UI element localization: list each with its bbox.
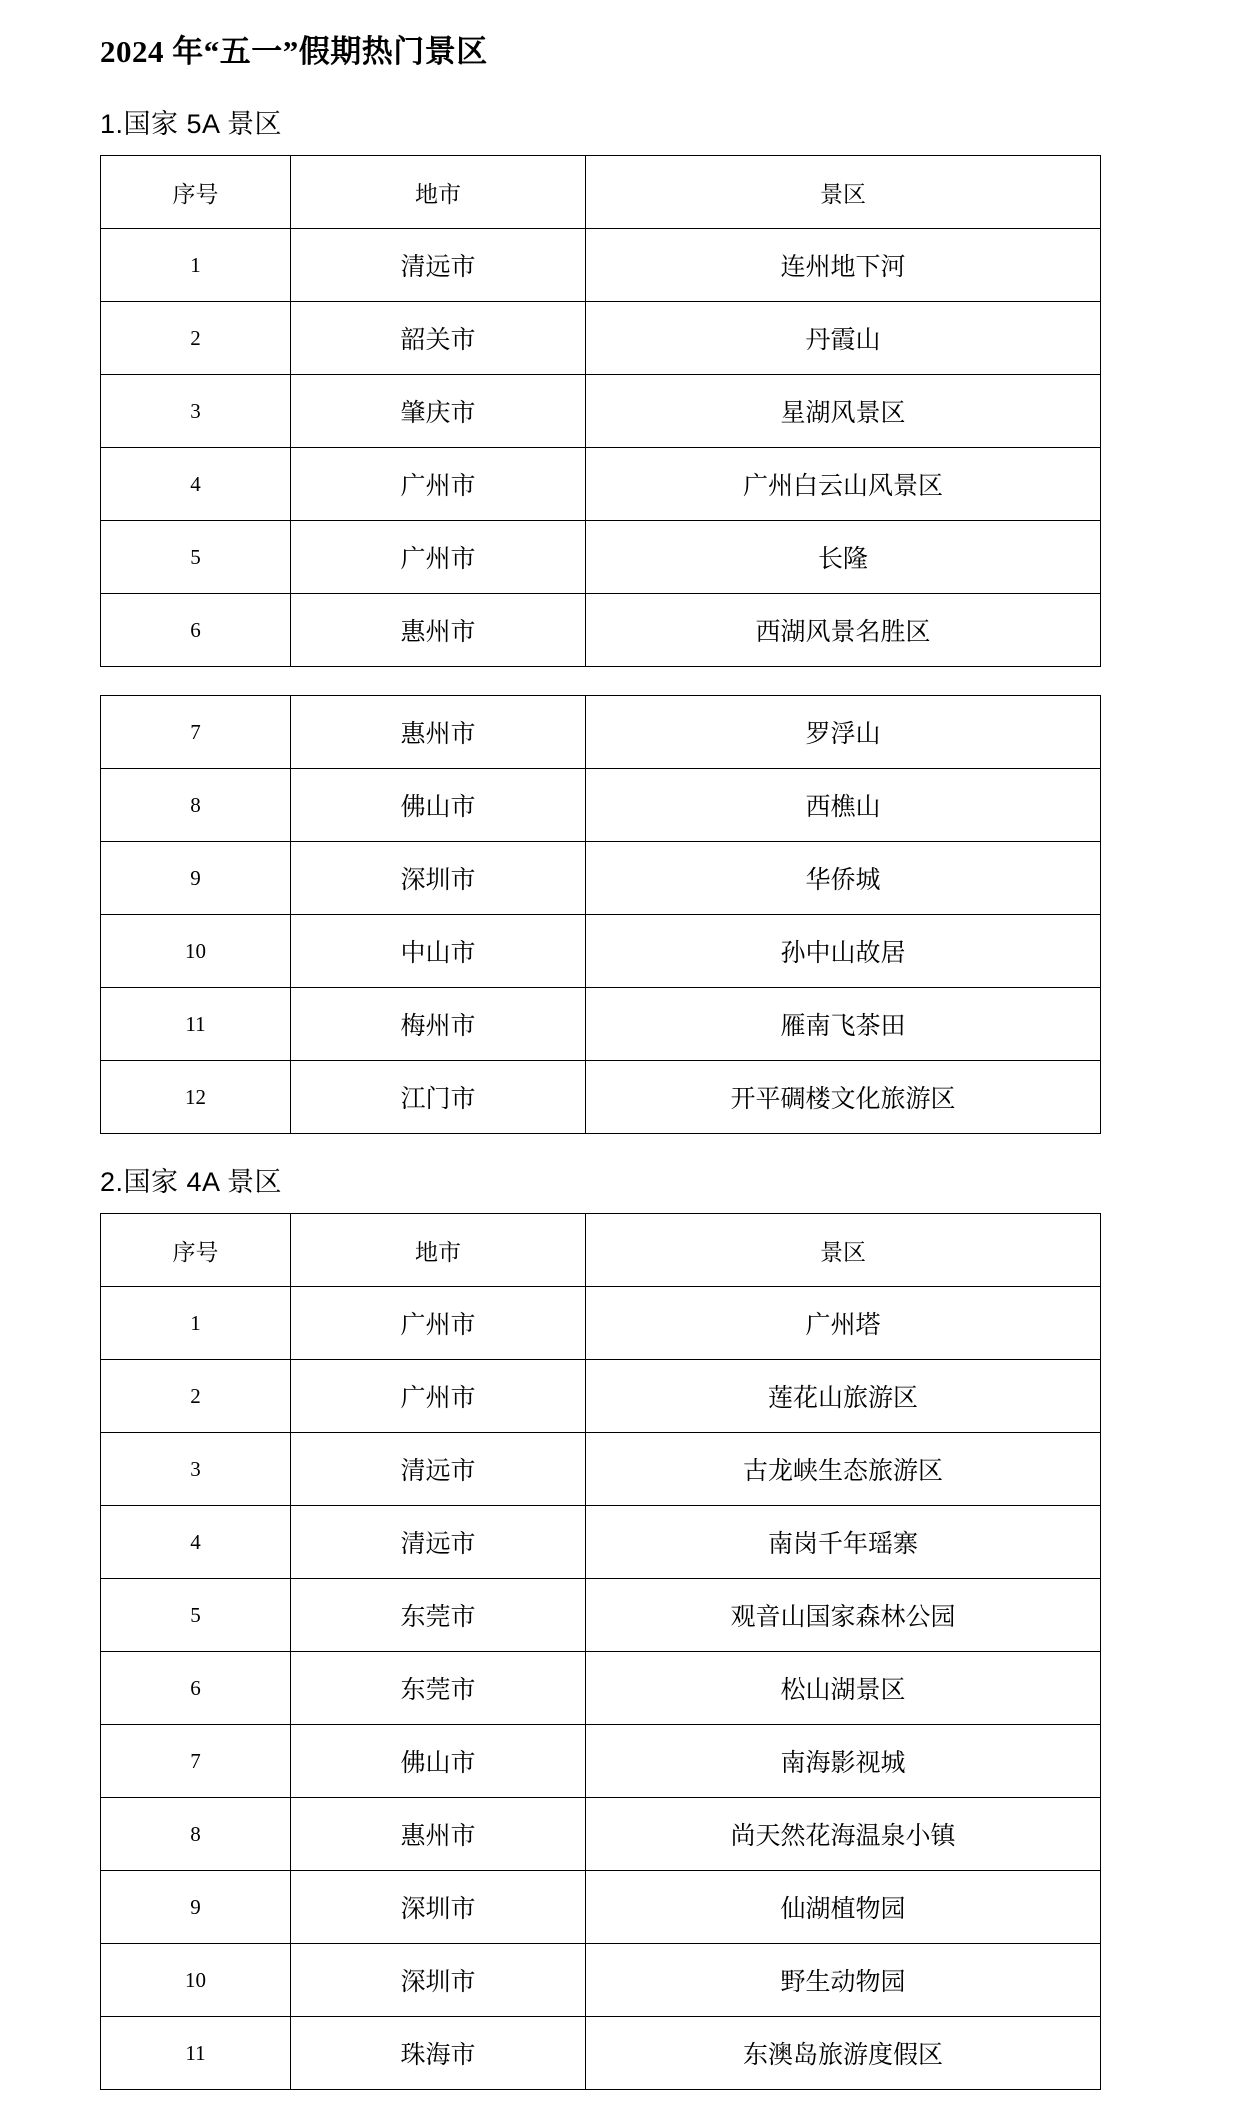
table-row <box>101 1506 1101 1579</box>
column-header-index: 序号 <box>101 1214 291 1287</box>
cell-city: 梅州市 <box>291 988 586 1061</box>
table-row <box>101 842 1101 915</box>
cell-index: 1 <box>101 1287 291 1360</box>
table-row <box>101 1944 1101 2017</box>
cell-index: 7 <box>101 696 291 769</box>
table-row <box>101 988 1101 1061</box>
cell-spot: 华侨城 <box>586 842 1101 915</box>
table-row <box>101 696 1101 769</box>
cell-city: 清远市 <box>291 1433 586 1506</box>
cell-city: 惠州市 <box>291 696 586 769</box>
cell-index: 8 <box>101 769 291 842</box>
cell-city: 清远市 <box>291 1506 586 1579</box>
table-row <box>101 1798 1101 1871</box>
cell-spot: 古龙峡生态旅游区 <box>586 1433 1101 1506</box>
cell-city: 江门市 <box>291 1061 586 1134</box>
cell-spot: 开平碉楼文化旅游区 <box>586 1061 1101 1134</box>
cell-spot: 雁南飞茶田 <box>586 988 1101 1061</box>
table-row <box>101 375 1101 448</box>
cell-spot: 松山湖景区 <box>586 1652 1101 1725</box>
section-heading-4a: 2.国家 4A 景区 <box>100 1167 283 1198</box>
table-block-5a-part1 <box>100 155 1141 667</box>
cell-spot: 莲花山旅游区 <box>586 1360 1101 1433</box>
table-row <box>101 521 1101 594</box>
cell-index: 12 <box>101 1061 291 1134</box>
table-row <box>101 915 1101 988</box>
cell-index: 2 <box>101 302 291 375</box>
cell-index: 5 <box>101 1579 291 1652</box>
table-header-row <box>101 156 1101 229</box>
cell-city: 深圳市 <box>291 1944 586 2017</box>
cell-index: 8 <box>101 1798 291 1871</box>
cell-spot: 西湖风景名胜区 <box>586 594 1101 667</box>
column-header-city: 地市 <box>291 1214 586 1287</box>
cell-city: 深圳市 <box>291 1871 586 1944</box>
cell-spot: 广州白云山风景区 <box>586 448 1101 521</box>
cell-index: 9 <box>101 1871 291 1944</box>
column-header-city: 地市 <box>291 156 586 229</box>
table-row <box>101 1725 1101 1798</box>
cell-spot: 南岗千年瑶寨 <box>586 1506 1101 1579</box>
scenic-table-5a-part2 <box>100 695 1101 1134</box>
section-heading-5a: 1.国家 5A 景区 <box>100 109 283 140</box>
cell-index: 6 <box>101 1652 291 1725</box>
cell-city: 惠州市 <box>291 1798 586 1871</box>
cell-index: 11 <box>101 2017 291 2090</box>
cell-spot: 南海影视城 <box>586 1725 1101 1798</box>
cell-city: 佛山市 <box>291 1725 586 1798</box>
table-block-5a-part2 <box>100 695 1141 1134</box>
table-header-row <box>101 1214 1101 1287</box>
table-block-4a <box>100 1213 1141 2090</box>
table-row <box>101 1652 1101 1725</box>
cell-city: 广州市 <box>291 448 586 521</box>
cell-index: 7 <box>101 1725 291 1798</box>
cell-spot: 仙湖植物园 <box>586 1871 1101 1944</box>
cell-city: 惠州市 <box>291 594 586 667</box>
cell-city: 肇庆市 <box>291 375 586 448</box>
cell-spot: 长隆 <box>586 521 1101 594</box>
cell-spot: 星湖风景区 <box>586 375 1101 448</box>
cell-index: 2 <box>101 1360 291 1433</box>
table-row <box>101 1360 1101 1433</box>
cell-index: 5 <box>101 521 291 594</box>
cell-city: 清远市 <box>291 229 586 302</box>
table-row <box>101 1061 1101 1134</box>
cell-spot: 丹霞山 <box>586 302 1101 375</box>
column-header-index: 序号 <box>101 156 291 229</box>
cell-city: 韶关市 <box>291 302 586 375</box>
cell-index: 4 <box>101 448 291 521</box>
table-row <box>101 229 1101 302</box>
cell-city: 中山市 <box>291 915 586 988</box>
cell-city: 广州市 <box>291 521 586 594</box>
table-row <box>101 594 1101 667</box>
cell-spot: 连州地下河 <box>586 229 1101 302</box>
cell-index: 1 <box>101 229 291 302</box>
table-divider-gap <box>100 667 1141 695</box>
cell-spot: 东澳岛旅游度假区 <box>586 2017 1101 2090</box>
cell-index: 6 <box>101 594 291 667</box>
cell-index: 11 <box>101 988 291 1061</box>
cell-spot: 孙中山故居 <box>586 915 1101 988</box>
cell-spot: 尚天然花海温泉小镇 <box>586 1798 1101 1871</box>
cell-spot: 西樵山 <box>586 769 1101 842</box>
page-title: 2024 年“五一”假期热门景区 <box>100 34 488 69</box>
table-row <box>101 1579 1101 1652</box>
cell-city: 广州市 <box>291 1287 586 1360</box>
table-row <box>101 769 1101 842</box>
scenic-table-5a-part1 <box>100 155 1101 667</box>
scenic-table-4a <box>100 1213 1101 2090</box>
cell-city: 珠海市 <box>291 2017 586 2090</box>
cell-index: 3 <box>101 1433 291 1506</box>
cell-city: 深圳市 <box>291 842 586 915</box>
cell-city: 东莞市 <box>291 1579 586 1652</box>
cell-city: 广州市 <box>291 1360 586 1433</box>
cell-index: 9 <box>101 842 291 915</box>
column-header-spot: 景区 <box>586 1214 1101 1287</box>
cell-city: 东莞市 <box>291 1652 586 1725</box>
cell-spot: 观音山国家森林公园 <box>586 1579 1101 1652</box>
cell-index: 3 <box>101 375 291 448</box>
cell-index: 10 <box>101 1944 291 2017</box>
table-row <box>101 1287 1101 1360</box>
cell-city: 佛山市 <box>291 769 586 842</box>
cell-spot: 广州塔 <box>586 1287 1101 1360</box>
table-row <box>101 302 1101 375</box>
cell-index: 10 <box>101 915 291 988</box>
table-row <box>101 2017 1101 2090</box>
cell-index: 4 <box>101 1506 291 1579</box>
table-row <box>101 1433 1101 1506</box>
cell-spot: 野生动物园 <box>586 1944 1101 2017</box>
table-row <box>101 1871 1101 1944</box>
table-row <box>101 448 1101 521</box>
column-header-spot: 景区 <box>586 156 1101 229</box>
cell-spot: 罗浮山 <box>586 696 1101 769</box>
